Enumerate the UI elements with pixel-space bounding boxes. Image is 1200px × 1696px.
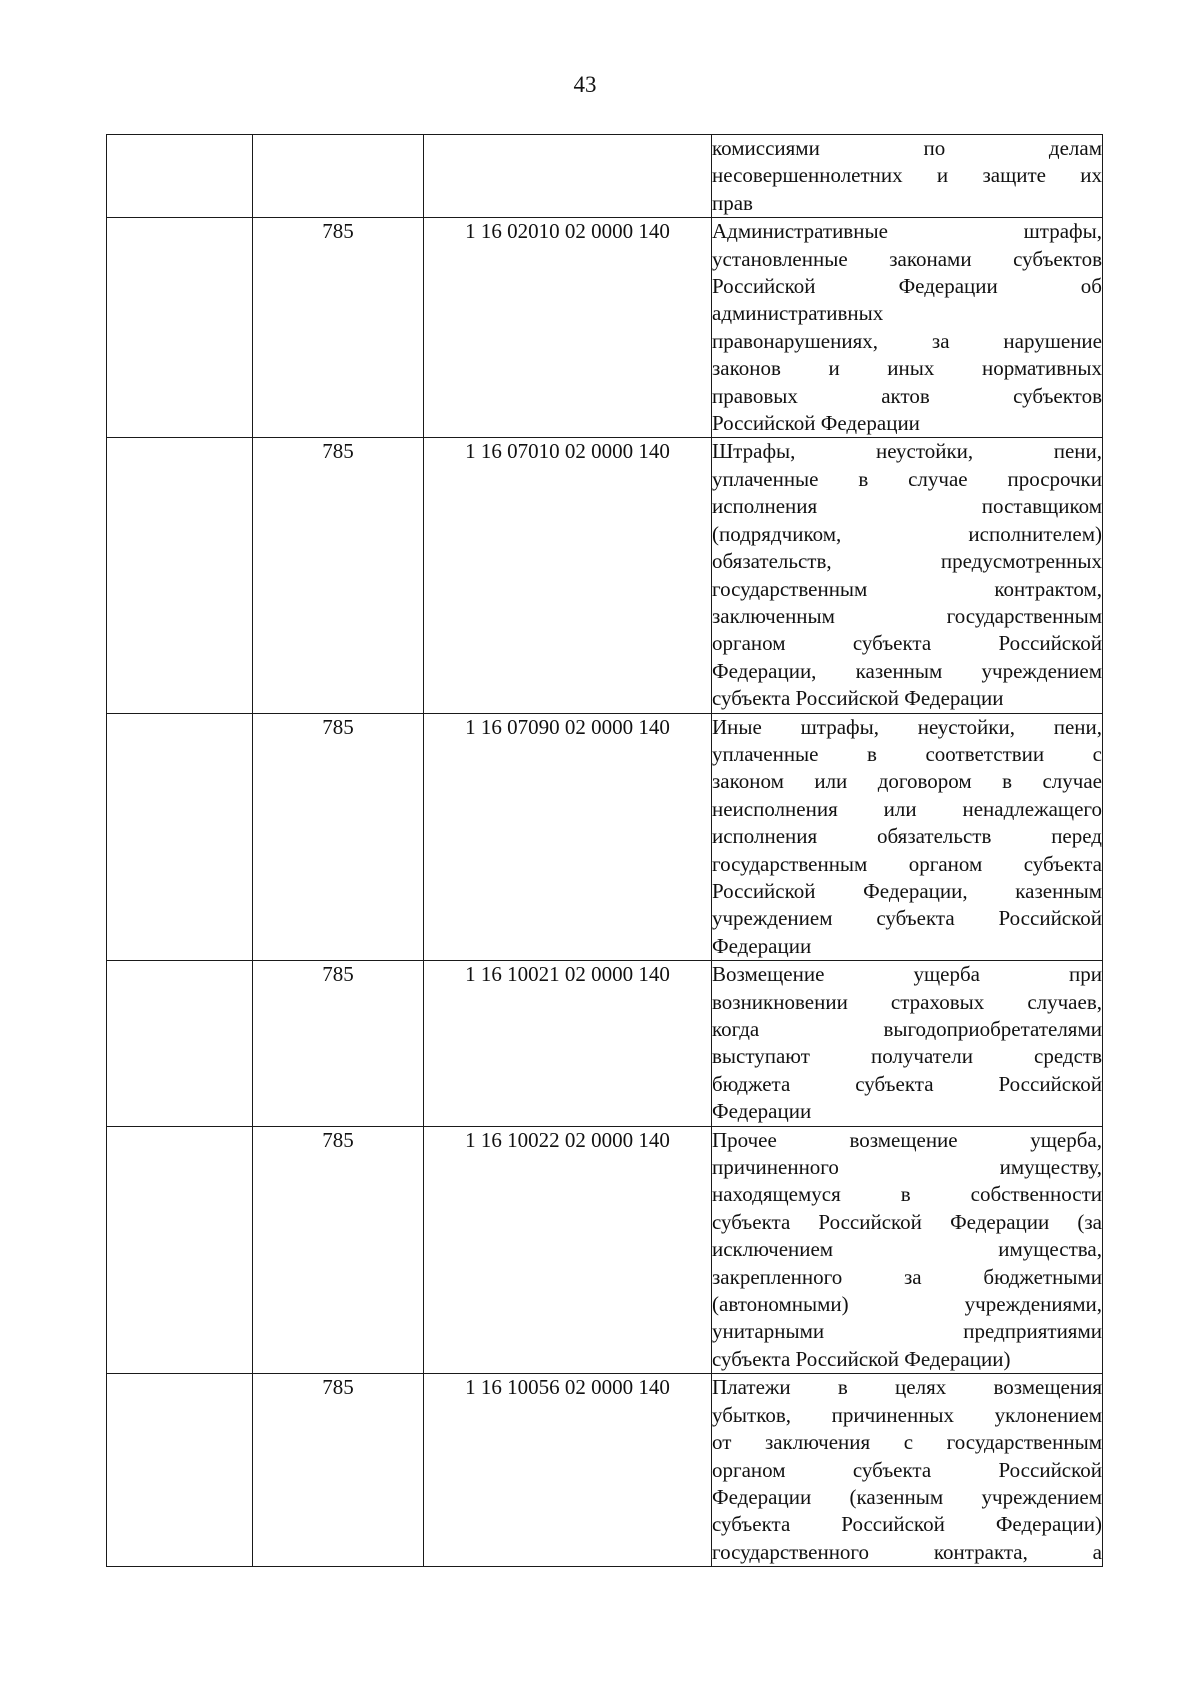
table-row (107, 1126, 1103, 1374)
description-line: субъекта Российской Федерации) (712, 1512, 1102, 1537)
description-line: исполнения поставщиком (712, 494, 1102, 519)
description-line: Федерации (казенным учреждением (712, 1484, 1102, 1509)
budget-code-cell: 1 16 10021 02 0000 140 (424, 961, 712, 1126)
description-line: возникновении страховых случаев, (712, 989, 1102, 1014)
description-cell (712, 438, 1103, 713)
description-line: закрепленного за бюджетными (712, 1264, 1102, 1289)
description-line: учреждением субъекта Российской (712, 906, 1102, 931)
description-line: законом или договором в случае (712, 769, 1102, 794)
table-row (107, 218, 1103, 438)
description-line: органом субъекта Российской (712, 1457, 1102, 1482)
description-line: от заключения с государственным (712, 1430, 1102, 1455)
description-line: Платежи в целях возмещения (712, 1375, 1102, 1400)
description-line: субъекта Российской Федерации (за (712, 1209, 1102, 1234)
budget-code-cell: 1 16 10022 02 0000 140 (424, 1126, 712, 1374)
description-line: Российской Федерации об (712, 274, 1102, 299)
description-line: Российской Федерации (712, 411, 920, 436)
description-line: находящемуся в собственности (712, 1182, 1102, 1207)
description-line: Административные штрафы, (712, 219, 1102, 244)
description-line: государственным органом субъекта (712, 851, 1102, 876)
description-line: административных (712, 301, 884, 326)
description-line: прав (712, 190, 753, 215)
description-cell (712, 1126, 1103, 1374)
description-line: когда выгодоприобретателями (712, 1017, 1102, 1041)
admin-code-cell: 785 (253, 1126, 424, 1374)
description-line: Прочее возмещение ущерба, (712, 1127, 1102, 1152)
admin-code-cell: 785 (253, 438, 424, 713)
description-line: убытков, причиненных уклонением (712, 1402, 1102, 1427)
description-line: выступают получатели средств (712, 1044, 1102, 1069)
description-cell (712, 961, 1103, 1126)
description-line: исключением имущества, (712, 1237, 1102, 1262)
description-cell (712, 1374, 1103, 1567)
description-cell (712, 713, 1103, 961)
table-row (107, 713, 1103, 961)
description-line: Федерации (712, 1099, 812, 1124)
description-line: законов и иных нормативных (712, 356, 1102, 381)
budget-code-cell: 1 16 07010 02 0000 140 (424, 438, 712, 713)
empty-cell (107, 438, 253, 713)
description-line: Федерации (712, 933, 812, 958)
empty-cell (107, 218, 253, 438)
description-line: правовых актов субъектов (712, 383, 1102, 408)
admin-code-cell (253, 135, 424, 218)
table-row (107, 1374, 1103, 1567)
description-line: органом субъекта Российской (712, 631, 1102, 656)
description-line: Российской Федерации, казенным (712, 878, 1102, 903)
budget-code-cell (424, 135, 712, 218)
description-line: унитарными предприятиями (712, 1319, 1102, 1344)
description-line: государственного контракта, а (712, 1539, 1102, 1564)
table-body (107, 135, 1103, 1567)
description-line: неисполнения или ненадлежащего (712, 796, 1102, 821)
description-line: установленные законами субъектов (712, 246, 1102, 271)
description-line: комиссиями по делам (712, 136, 1102, 160)
description-line: уплаченные в случае просрочки (712, 466, 1102, 491)
budget-code-cell: 1 16 02010 02 0000 140 (424, 218, 712, 438)
description-line: правонарушениях, за нарушение (712, 328, 1102, 353)
table-row (107, 438, 1103, 713)
description-line: субъекта Российской Федерации (712, 686, 1004, 711)
description-line: причиненного имуществу, (712, 1155, 1102, 1180)
description-line: Федерации, казенным учреждением (712, 658, 1102, 683)
empty-cell (107, 1126, 253, 1374)
description-line: уплаченные в соответствии с (712, 741, 1102, 766)
description-cell (712, 135, 1103, 218)
admin-code-cell: 785 (253, 713, 424, 961)
empty-cell (107, 961, 253, 1126)
budget-code-cell: 1 16 10056 02 0000 140 (424, 1374, 712, 1567)
description-line: исполнения обязательств перед (712, 824, 1102, 849)
empty-cell (107, 713, 253, 961)
description-line: заключенным государственным (712, 603, 1102, 628)
description-cell (712, 218, 1103, 438)
description-line: несовершеннолетних и защите их (712, 163, 1102, 188)
description-line: бюджета субъекта Российской (712, 1071, 1102, 1096)
table-row (107, 961, 1103, 1126)
description-line: Иные штрафы, неустойки, пени, (712, 714, 1102, 739)
table-row (107, 135, 1103, 218)
admin-code-cell: 785 (253, 1374, 424, 1567)
page-number: 43 (573, 72, 597, 97)
description-line: Возмещение ущерба при (712, 962, 1102, 987)
description-line: (автономными) учреждениями, (712, 1292, 1102, 1317)
description-line: обязательств, предусмотренных (712, 549, 1102, 574)
empty-cell (107, 135, 253, 218)
budget-codes-table (106, 134, 1103, 1567)
admin-code-cell: 785 (253, 961, 424, 1126)
admin-code-cell: 785 (253, 218, 424, 438)
description-line: государственным контрактом, (712, 576, 1102, 601)
budget-code-cell: 1 16 07090 02 0000 140 (424, 713, 712, 961)
empty-cell (107, 1374, 253, 1567)
description-line: Штрафы, неустойки, пени, (712, 439, 1102, 464)
description-line: субъекта Российской Федерации) (712, 1346, 1011, 1371)
description-line: (подрядчиком, исполнителем) (712, 521, 1102, 546)
